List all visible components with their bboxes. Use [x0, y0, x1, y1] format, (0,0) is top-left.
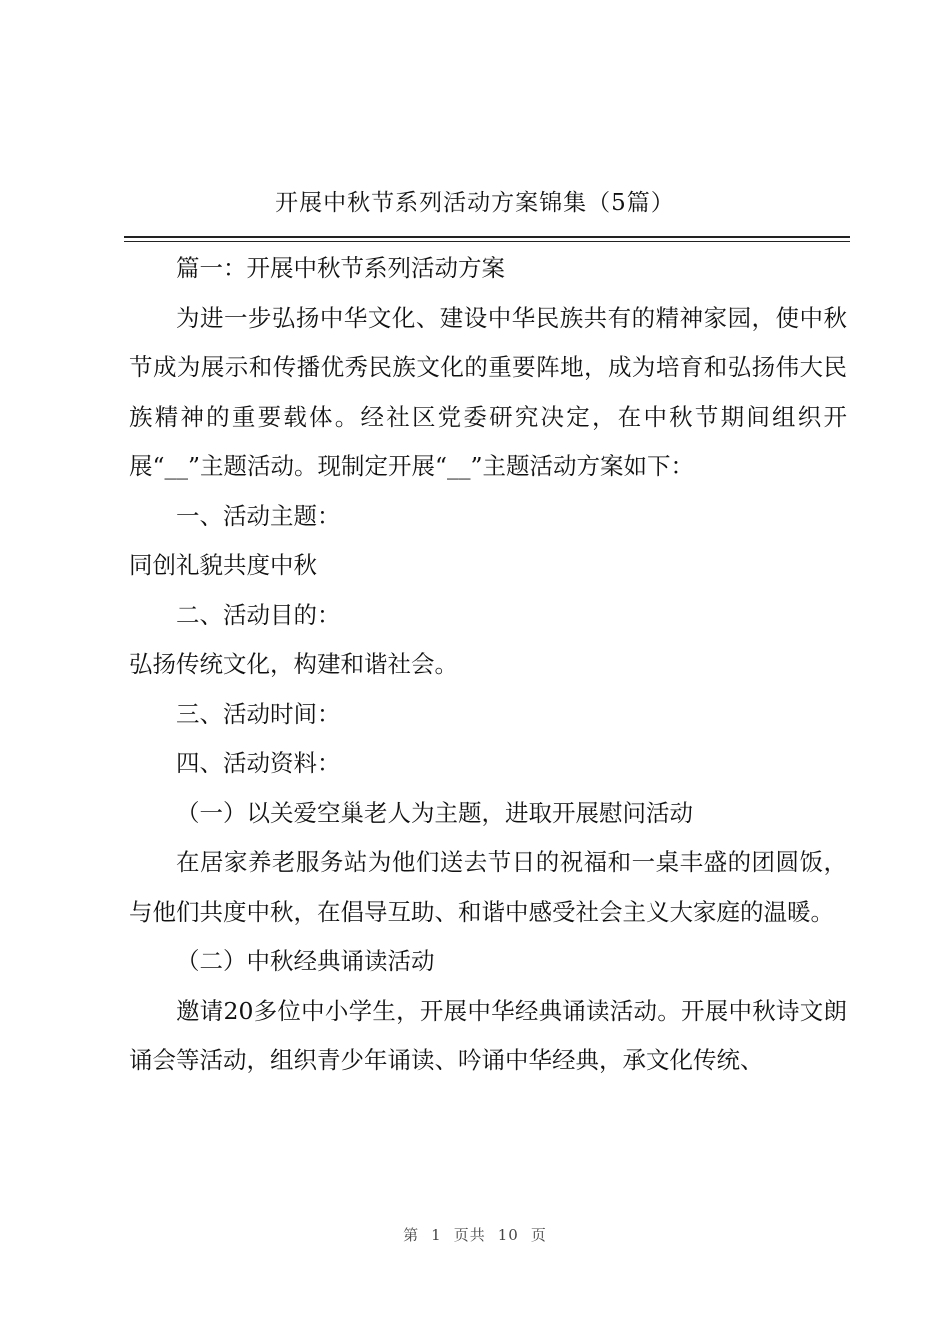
heading-activity-time: 三、活动时间： — [176, 699, 341, 728]
title-divider-thin — [124, 241, 850, 242]
footer-suffix: 页 — [530, 1226, 547, 1244]
heading-activity-purpose: 二、活动目的： — [176, 600, 341, 629]
subheading-classic-reading: （二）中秋经典诵读活动 — [176, 947, 435, 975]
elderly-care-paragraph: 在居家养老服务站为他们送去节日的祝福和一桌丰盛的团圆饭，与他们共度中秋，在倡导互助、和谐中感受社会主义大家庭的温暖。 — [129, 848, 847, 926]
heading-activity-content: 四、活动资料： — [176, 749, 341, 777]
footer-prefix: 第 — [403, 1226, 420, 1244]
footer-current-page: 1 — [431, 1226, 442, 1244]
classic-reading-paragraph: 邀请20多位中小学生，开展中华经典诵读活动。开展中秋诗文朗诵会等活动，组织青少年诵读、吟诵中华经典，承文化传统、 — [129, 996, 847, 1074]
title-divider-thick — [124, 236, 850, 238]
intro-paragraph: 为进一步弘扬中华文化、建设中华民族共有的精神家园，使中秋节成为展示和传播优秀民族文化的重要阵地，成为培育和弘扬伟大民族精神的重要载体。经社区党委研究决定，在中秋节期间组织开展“__”主题活动。现制定开展“__”主题活动方案如下： — [129, 303, 847, 480]
document-title: 开展中秋节系列活动方案锦集（5篇） — [275, 190, 675, 216]
subheading-elderly-care: （一）以关爱空巢老人为主题，进取开展慰问活动 — [176, 798, 693, 827]
section-heading: 篇一：开展中秋节系列活动方案 — [176, 254, 505, 282]
activity-theme-text: 同创礼貌共度中秋 — [129, 551, 317, 579]
footer-middle: 页共 — [453, 1226, 486, 1244]
footer-total-pages: 10 — [497, 1226, 519, 1244]
document-body — [129, 244, 847, 1086]
activity-purpose-text: 弘扬传统文化，构建和谐社会。 — [129, 650, 458, 678]
heading-activity-theme: 一、活动主题： — [176, 501, 341, 530]
page-footer — [0, 1224, 950, 1245]
